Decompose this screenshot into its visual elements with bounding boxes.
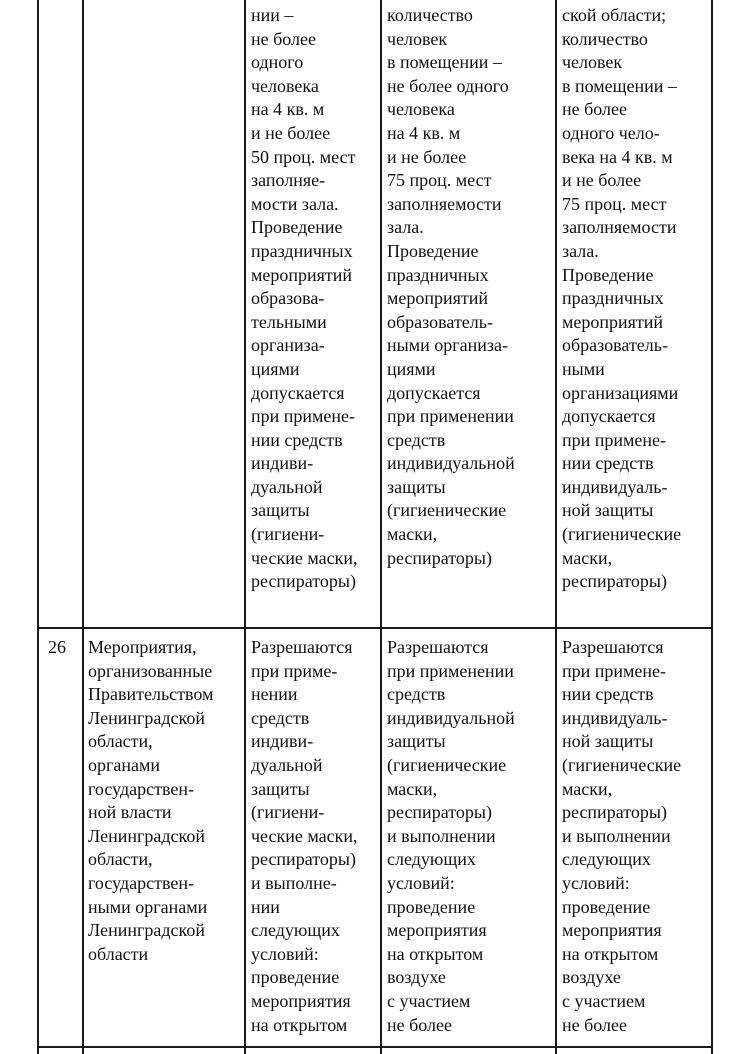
table-row-divider [37,627,713,629]
table-border-right [711,0,713,1054]
row26-col4-text: Разрешаются при применении средств индивидуальной защиты (гигиенические маски, респираторы) и выполнении следующих условий: проведение мероприятия на открытом воздухе с участием не более [387,637,515,1035]
prev-row-col3-text: нии – не более одного человека на 4 кв. м и не более 50 проц. мест заполняе- мости зала. Проведение праздничных мероприятий образова- тельными организа- циями допускается при примене- нии средств индиви- дуальной защиты (гигиени- ческие маски, респираторы) [251,5,358,592]
table-divider-col4 [555,0,557,1054]
table-divider-col2 [244,0,246,1054]
table-divider-col3 [380,0,382,1054]
prev-row-col4-text: количество человек в помещении – не более одного человека на 4 кв. м и не более 75 проц. мест заполняемости зала. Проведение праздничных мероприятий образователь- ными организа- циями допускается при применении средств индивидуальной защиты (гигиенические маски, респираторы) [387,5,515,568]
row26-col3-text: Разрешаются при приме- нении средств индиви- дуальной защиты (гигиени- ческие маски, респираторы) и выполне- нии следующих условий: проведение мероприятия на открытом [251,637,358,1035]
table-row-divider-bottom [37,1046,713,1048]
row26-col5-text: Разрешаются при примене- нии средств индивидуаль- ной защиты (гигиенические маски, респираторы) и выполнении следующих условий: проведение мероприятия на открытом воздухе с участием не более [562,637,682,1035]
row-number: 26 [48,637,66,657]
table-border-left [37,0,39,1054]
table-divider-col1 [82,0,84,1054]
prev-row-col5-text: ской области; количество человек в помещении – не более одного чело- века на 4 кв. м и не более 75 проц. мест заполняемости зала. Проведение праздничных мероприятий образователь- ными организациями допускается при примене- нии средств индивидуаль- ной защиты (гигиенические маски, респираторы) [562,5,682,592]
row26-event-description: Мероприятия, организованные Правительством Ленинградской области, органами государствен- ной власти Ленинградской области, государствен- ными органами Ленинградской области [88,637,214,964]
